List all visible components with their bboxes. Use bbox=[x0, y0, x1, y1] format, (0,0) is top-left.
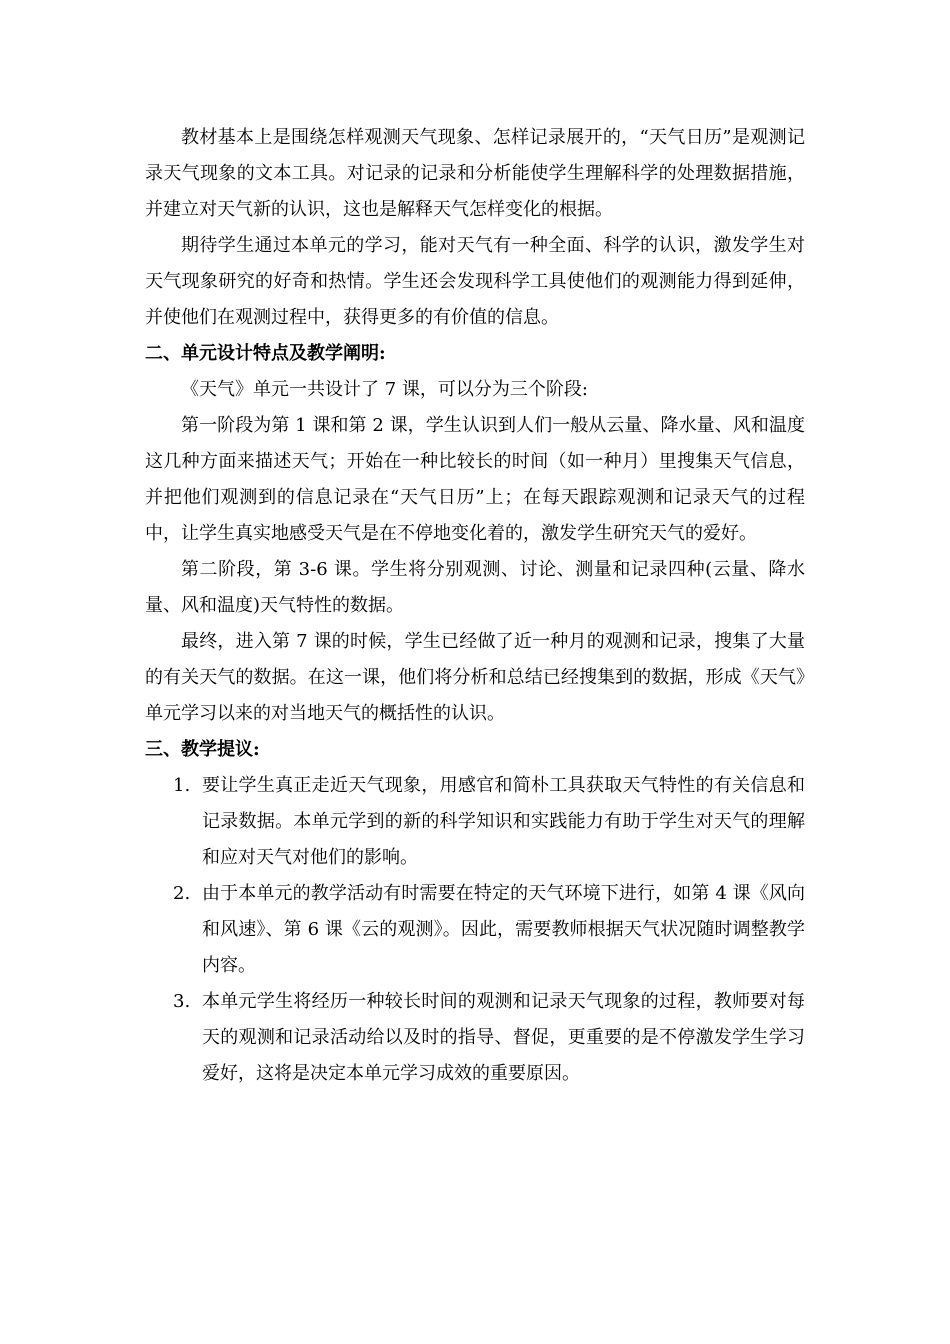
list-item bbox=[145, 768, 805, 876]
section-2-paragraph-2: 第一阶段为第 1 课和第 2 课，学生认识到人们一般从云量、降水量、风和温度这几种方面来描述天气；开始在一种比较长的时间（如一种月）里搜集天气信息，并把他们观测到的信息记录在“天气日历”上；在每天跟踪观测和记录天气的过程中，让学生真实地感受天气是在不停地变化着的，激发学生研究天气的爱好。 bbox=[145, 415, 805, 544]
intro-paragraph-1: 教材基本上是围绕怎样观测天气现象、怎样记录展开的，“天气日历”是观测记录天气现象的文本工具。对记录的记录和分析能使学生理解科学的处理数据措施，并建立对天气新的认识，这也是解释天气怎样变化的根据。 bbox=[145, 127, 805, 220]
list-item bbox=[145, 876, 805, 984]
list-item-text: 本单元学生将经历一种较长时间的观测和记录天气现象的过程，教师要对每天的观测和记录活动给以及时的指导、督促，更重要的是不停激发学生学习爱好，这将是决定本单元学习成效的重要原因。 bbox=[202, 991, 805, 1084]
section-2-paragraph-1: 《天气》单元一共设计了 7 课，可以分为三个阶段: bbox=[181, 379, 588, 400]
section-2-paragraph-3: 第二阶段，第 3-6 课。学生将分别观测、讨论、测量和记录四种(云量、降水量、风和温度)天气特性的数据。 bbox=[145, 559, 805, 616]
document-body bbox=[145, 120, 805, 1092]
intro-paragraph-2: 期待学生通过本单元的学习，能对天气有一种全面、科学的认识，激发学生对天气现象研究的好奇和热情。学生还会发现科学工具使他们的观测能力得到延伸，并使他们在观测过程中，获得更多的有价值的信息。 bbox=[145, 235, 805, 328]
list-item-text: 由于本单元的教学活动有时需要在特定的天气环境下进行，如第 4 课《风向和风速》、第 6 课《云的观测》。因此，需要教师根据天气状况随时调整教学内容。 bbox=[202, 883, 805, 976]
list-item-number: 1. bbox=[173, 775, 191, 796]
list-item-number: 2. bbox=[173, 883, 191, 904]
list-item-text: 要让学生真正走近天气现象，用感官和简朴工具获取天气特性的有关信息和记录数据。本单元学到的新的科学知识和实践能力有助于学生对天气的理解和应对天气对他们的影响。 bbox=[202, 775, 805, 868]
section-2-paragraph-4: 最终，进入第 7 课的时候，学生已经做了近一种月的观测和记录，搜集了大量的有关天气的数据。在这一课，他们将分析和总结已经搜集到的数据，形成《天气》单元学习以来的对当地天气的概括性的认识。 bbox=[145, 631, 805, 724]
section-3-heading: 三、教学提议: bbox=[145, 739, 260, 760]
list-item-number: 3. bbox=[173, 991, 191, 1012]
section-2-heading: 二、单元设计特点及教学阐明: bbox=[145, 343, 386, 364]
list-item bbox=[145, 984, 805, 1092]
